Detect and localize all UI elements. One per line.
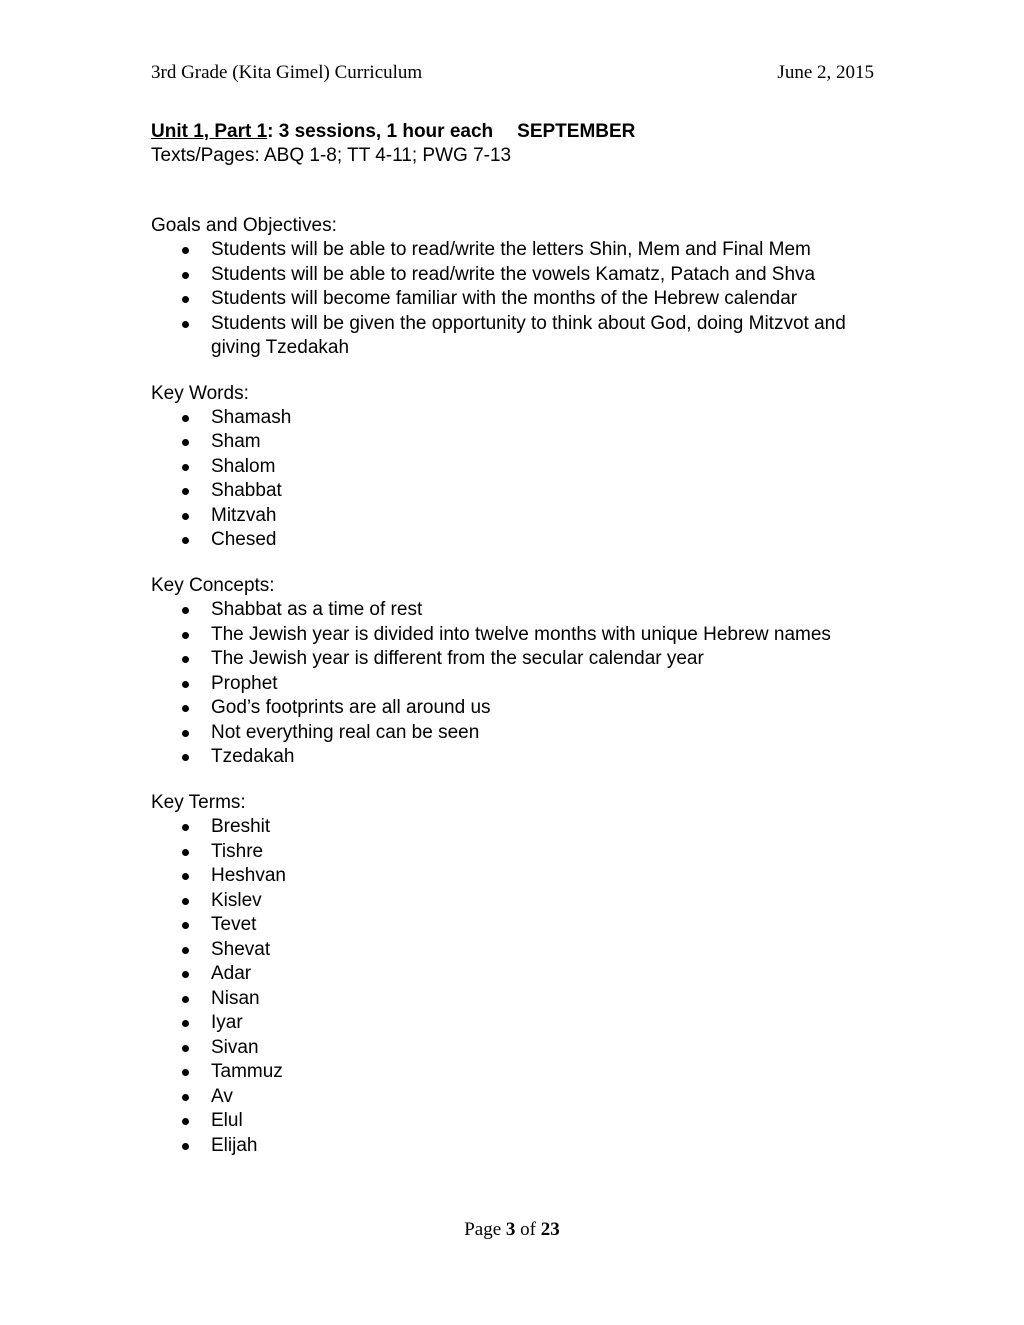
unit-texts-pages: Texts/Pages: ABQ 1-8; TT 4-11; PWG 7-13 — [151, 145, 512, 166]
footer-page-label: Page — [464, 1219, 502, 1240]
list-item: Breshit — [151, 815, 891, 839]
list-item: Prophet — [151, 672, 891, 696]
list-item: Sham — [151, 430, 891, 454]
footer-total-pages: 23 — [540, 1219, 560, 1240]
header-date: June 2, 2015 — [777, 62, 874, 83]
list-item: Mitzvah — [151, 504, 891, 528]
key-terms-heading: Key Terms: — [151, 792, 246, 813]
unit-title-underlined: Unit 1, Part 1 — [151, 121, 268, 142]
list-item: Shabbat as a time of rest — [151, 598, 891, 622]
list-item: Tzedakah — [151, 745, 891, 769]
list-item: Kislev — [151, 889, 891, 913]
list-item: Shabbat — [151, 479, 891, 503]
list-item: Students will be given the opportunity to think about God, doing Mitzvot and giving Tzedakah — [151, 312, 891, 360]
header-document-title: 3rd Grade (Kita Gimel) Curriculum — [151, 62, 423, 83]
key-concepts-heading: Key Concepts: — [151, 575, 275, 596]
key-words-heading: Key Words: — [151, 382, 249, 404]
list-item: Tevet — [151, 913, 891, 937]
goals-heading: Goals and Objectives: — [151, 215, 337, 236]
goals-list — [151, 238, 891, 360]
unit-title — [151, 120, 891, 144]
key-terms-list — [151, 815, 891, 1158]
list-item: Not everything real can be seen — [151, 721, 891, 745]
list-item: Students will be able to read/write the letters Shin, Mem and Final Mem — [151, 238, 891, 262]
key-concepts-list — [151, 598, 891, 769]
list-item: God’s footprints are all around us — [151, 696, 891, 720]
list-item: Students will be able to read/write the vowels Kamatz, Patach and Shva — [151, 263, 891, 287]
list-item: Elijah — [151, 1134, 891, 1158]
list-item: Shalom — [151, 455, 891, 479]
list-item: Students will become familiar with the months of the Hebrew calendar — [151, 287, 891, 311]
list-item: Tammuz — [151, 1060, 891, 1084]
list-item: The Jewish year is different from the secular calendar year — [151, 647, 891, 671]
unit-month: SEPTEMBER — [517, 121, 636, 142]
page-footer — [0, 1218, 1024, 1242]
list-item: Shevat — [151, 938, 891, 962]
list-item: Elul — [151, 1109, 891, 1133]
unit-title-rest: : 3 sessions, 1 hour each — [267, 121, 494, 142]
key-words-list — [151, 406, 891, 553]
footer-page-number: 3 — [505, 1219, 516, 1240]
list-item: Iyar — [151, 1011, 891, 1035]
list-item: The Jewish year is divided into twelve months with unique Hebrew names — [151, 623, 891, 647]
list-item: Tishre — [151, 840, 891, 864]
list-item: Heshvan — [151, 864, 891, 888]
list-item: Nisan — [151, 987, 891, 1011]
list-item: Av — [151, 1085, 891, 1109]
list-item: Adar — [151, 962, 891, 986]
page-body — [151, 120, 891, 1180]
list-item: Shamash — [151, 406, 891, 430]
footer-of-label: of — [520, 1219, 536, 1240]
list-item: Sivan — [151, 1036, 891, 1060]
list-item: Chesed — [151, 528, 891, 552]
